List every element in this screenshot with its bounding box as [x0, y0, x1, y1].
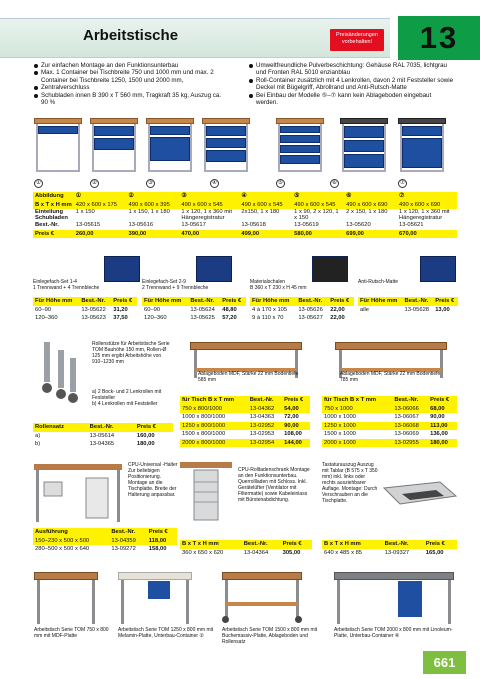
feature-item: Zur einfachen Montage an den Funktionsunterbau [34, 62, 229, 69]
workbench-caption: Arbeitstisch Serie TOM 2000 x 800 mm mit Linoleum-Platte, Unterbau-Container ⑥ [334, 627, 453, 639]
page-number: 661 [423, 651, 466, 674]
page-header [0, 18, 480, 58]
page-title: Arbeitstische [83, 27, 179, 44]
table-row: 360 x 650 x 620 13-04364 305,00 [182, 549, 301, 556]
product-image-7 [398, 118, 446, 173]
shelf-table-1 [180, 396, 310, 447]
table-row: 60–90 13-05622 31,20 [35, 306, 128, 313]
product-image-2 [90, 118, 138, 173]
castor-set-image [36, 340, 84, 406]
cpu-holder-table [33, 528, 177, 554]
product-image-6 [340, 118, 388, 173]
product-image-5 [276, 118, 324, 173]
feature-item: Max. 1 Container bei Tischbreite 750 und 1000 mm und max. 2 Container bei Tischbreite 1250, 1500 und 2000 mm, [34, 69, 229, 84]
keyboard-tray-table [322, 540, 457, 557]
feature-list-left [34, 62, 229, 106]
feature-item: Zentralverschluss [34, 84, 229, 91]
feature-item: Bei Einbau der Modelle ⑤–⑦ kann kein Ablageboden eingebaut werden. [249, 92, 454, 107]
table-row: Preis € 260,00 390,00 470,00 499,00 580,00 699,00 670,00 [33, 230, 457, 239]
table-row: 1500 x 800/1000 13-02953 108,00 [182, 431, 302, 438]
table-row: 150–230 x 500 x 500 13-04359 118,00 [33, 537, 177, 546]
table-row: alle 13-05628 13,00 [360, 306, 450, 313]
cpu-cabinet-caption: CPU-Rolltadenschrank Montage an den Funktionsunterbau. Querrollladen mit Schloss. Inkl. Gerätelüfter (Ventilator mit Filtermatte) sowie Kabeleinlass mit Bürstenabdichtung. [238, 467, 310, 503]
feature-item: Umweltfreundliche Pulverbeschichtung: Gehäuse RAL 7035, lichtgrau und Fronten RAL 5010 enzianblau [249, 62, 454, 77]
price-note-badge: Preisänderungen vorbehalten! [330, 29, 384, 51]
table-row: 2000 x 800/1000 13-02954 144,00 [180, 439, 310, 448]
workbench-image-3 [222, 572, 302, 624]
table-row: 1250 x 1000 13-06068 113,00 [322, 422, 457, 431]
insert-caption: Einlegefach-Set 2-9 2 Trennwand + 9 Trennbleche [142, 279, 209, 291]
table-row: für Tisch B x T mm Best.-Nr. Preis € [180, 396, 310, 405]
table-row: Einteilung Schubladen 1 x 150 1 x 150, 1 x 180 1 x 120, 1 x 360 mit Hängeregistratur 2x150, 1 x 180 1 x 90, 2 x 120, 1 x 150 2 x 150, 1 x 180 1 x 120, 1 x 360 mit Hängeregistratur [35, 209, 450, 221]
cpu-cabinet-image [180, 462, 234, 524]
figure-number: ② [90, 179, 99, 188]
castor-caption: Rollenstütze für Arbeitstische Serie TOM Bauhöhe 150 mm, Rollen-Ø 125 mm ergibt Arbeitshöhe von 910–1230 mm [92, 341, 170, 365]
table-row: für Tisch B x T mm Best.-Nr. Preis € [322, 396, 457, 405]
table-row: Best.-Nr. 13-05615 13-05616 13-05617 13-05618 13-05619 13-05620 13-05621 [35, 222, 424, 229]
table-row: 1500 x 1000 13-06069 136,00 [324, 431, 448, 438]
table-row: 1000 x 800/1000 13-04363 72,00 [182, 414, 299, 421]
figure-number: ⑥ [330, 179, 339, 188]
table-row: 2000 x 1000 13-02955 180,00 [322, 439, 457, 448]
table-row: 1000 x 1000 13-06067 90,00 [324, 414, 445, 421]
table-row: B x T x H mm Best.-Nr. Preis € [322, 540, 457, 549]
table-row: a) 13-05614 160,00 [35, 432, 155, 439]
table-row: 120–360 13-05623 37,50 [35, 315, 128, 322]
table-row: 120–360 13-05625 57,20 [144, 315, 237, 322]
insert-table-1 [33, 297, 137, 323]
table-row: 750 x 800/1000 13-04362 54,00 [180, 405, 310, 414]
workbench-caption: Arbeitstisch Serie TOM 750 x 800 mm mit MDF-Platte [34, 627, 109, 639]
table-row: b) 13-04365 180,00 [35, 441, 155, 448]
workbench-image-1 [34, 572, 98, 624]
feature-list-right [249, 62, 454, 106]
workbench-image-2 [118, 572, 192, 624]
table-row: 9 à 110 x 70 13-05627 22,00 [252, 315, 345, 322]
workbench-caption: Arbeitstisch Serie TOM 1250 x 800 mm mit Melamin-Platte, Unterbau-Container ② [118, 627, 214, 639]
table-row: Für Höhe mm Best.-Nr. Preis € [142, 297, 246, 306]
workbench-image-4 [334, 572, 454, 624]
table-row: 640 x 485 x 85 13-09327 165,00 [324, 549, 444, 556]
feature-item: Roll-Container zusätzlich mit 4 Lenkrollen, davon 2 mit Feststeller sowie Deckel mit Bügelgriff, Abrollrand und Anti-Rutsch-Matte [249, 77, 454, 92]
insert-table-4 [358, 297, 458, 314]
castor-options: a) 2 Bock- und 2 Lenkrollen mit Feststeller b) 4 Lenkrollen mit Feststeller [92, 389, 162, 407]
table-row: Ausführung Best.-Nr. Preis € [33, 528, 177, 537]
insert-table-3 [250, 297, 354, 323]
castor-table [33, 423, 173, 449]
insert-caption: Einlegefach-Set 1-4 1 Trennwand + 4 Trennbleche [33, 279, 100, 291]
keyboard-tray-caption: Tastaturauszug Auszug mit Tablar (B 575 x T 350 mm) inkl. links oder rechts ausziehbarer Auflage. Montage: Durch Verschrauben an die Tischplatte. [322, 462, 378, 504]
shelf-table-2 [322, 396, 457, 447]
figure-number: ⑦ [398, 179, 407, 188]
table-row: 1250 x 800/1000 13-02952 90,00 [180, 422, 310, 431]
product-image-3 [146, 118, 194, 173]
figure-number: ③ [146, 179, 155, 188]
table-row: Für Höhe mm Best.-Nr. Preis € [33, 297, 137, 306]
cpu-holder-caption: CPU-Universal -Halter Zur beliebigen Positionierung. Montage an die Tischplatte. Breite der Halterung anpassbar. [128, 462, 178, 498]
insert-set-image-1 [104, 256, 140, 282]
container-table [33, 192, 457, 238]
insert-caption: Anti-Rutsch-Matte [358, 279, 399, 285]
insert-table-2 [142, 297, 246, 323]
table-row: Für Höhe mm Best.-Nr. Preis € [358, 297, 458, 306]
shelf-caption: Ablageboden MDF, Stärke 22 mm Bodentiefe 585 mm [198, 371, 299, 383]
insert-caption: Materialschalen B 360 x T 230 x H 45 mm [250, 279, 307, 291]
product-image-4 [202, 118, 250, 173]
table-row: Für Höhe mm Best.-Nr. Preis € [250, 297, 354, 306]
workbench-caption: Arbeitstisch Serie TOM 1500 x 800 mm mit Buchemassiv-Platte, Ablageboden und Rollensatz [222, 627, 318, 645]
table-row: Abbildung ① ② ③ ④ ⑤ ⑥ ⑦ [33, 192, 457, 201]
table-row: 60–90 13-05624 48,80 [144, 306, 237, 313]
cpu-holder-image [34, 462, 122, 524]
figure-number: ④ [210, 179, 219, 188]
chapter-number: 13 [398, 16, 480, 60]
table-row: Rollensatz Best.-Nr. Preis € [33, 423, 173, 432]
figure-number: ⑤ [276, 179, 285, 188]
table-row: 280–500 x 500 x 640 13-09272 158,00 [35, 546, 167, 553]
product-image-1 [34, 118, 82, 173]
table-row: 4 à 170 x 105 13-05626 22,00 [252, 306, 345, 313]
table-row: 750 x 1000 13-06066 68,00 [322, 405, 457, 414]
feature-item: Schubladen innen B 390 x T 560 mm, Tragkraft 35 kg, Auszug ca. 90 % [34, 92, 229, 107]
keyboard-tray-image [380, 478, 458, 518]
shelf-caption: Ablageboden MDF, Stärke 22 mm Bodentiefe 785 mm [340, 371, 441, 383]
table-row: B x T x H mm Best.-Nr. Preis € [180, 540, 312, 549]
table-row: B x T x H mm 420 x 600 x 175 490 x 600 x 395 490 x 600 x 545 490 x 600 x 545 490 x 600 x 545 490 x 600 x 690 490 x 600 x 690 [33, 201, 457, 210]
figure-number: ① [34, 179, 43, 188]
cpu-cabinet-table [180, 540, 312, 557]
